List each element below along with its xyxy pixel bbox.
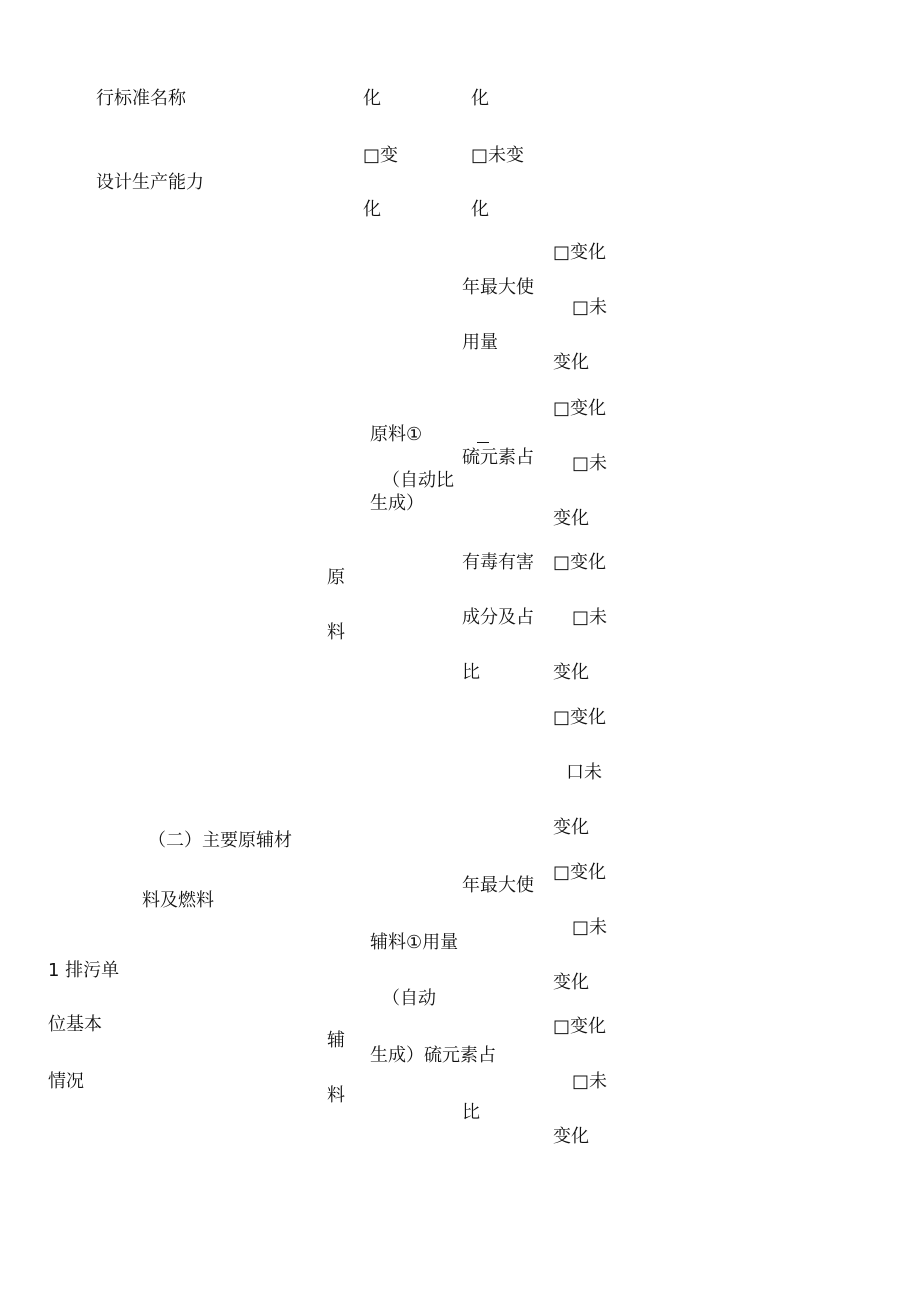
raw-material-name-line1: 原料① <box>370 424 423 445</box>
unit-info-line2: 位基本 <box>48 1014 102 1035</box>
top-status-changed: □变 <box>363 145 399 166</box>
raw-material-name-line3: 生成） <box>370 493 424 514</box>
status-change-word-4: 变化 <box>553 817 589 838</box>
top-status-hua-a2: 化 <box>363 199 381 220</box>
status-unchanged-3: □未 <box>572 607 608 628</box>
top-status-hua-a1: 化 <box>363 88 381 109</box>
status-unchanged-2: □未 <box>572 453 608 474</box>
status-unchanged-5: □未 <box>572 917 608 938</box>
status-changed-4: □变化 <box>553 707 607 728</box>
category-aux-char2: 料 <box>327 1085 345 1106</box>
category-raw-char1: 原 <box>327 567 345 588</box>
raw-material-name-line2: （自动比 <box>382 470 454 491</box>
aux-material-auto-line: （自动 <box>382 988 436 1009</box>
section-title-line2: 料及燃料 <box>142 890 214 911</box>
top-status-unchanged: □未变 <box>471 145 525 166</box>
status-unchanged-4: 口未 <box>566 762 602 783</box>
unit-info-line1: 1 排污单 <box>48 960 120 981</box>
status-change-word-5: 变化 <box>553 972 589 993</box>
raw-toxic-line1: 有毒有害 <box>462 552 534 573</box>
section-title-line1: （二）主要原辅材 <box>148 830 292 851</box>
aux-material-name-usage: 辅料①用量 <box>370 932 459 953</box>
status-change-word-1: 变化 <box>553 352 589 373</box>
aux-material-ratio: 比 <box>462 1102 480 1123</box>
category-raw-char2: 料 <box>327 622 345 643</box>
status-changed-6: □变化 <box>553 1016 607 1037</box>
aux-material-generated-sulfur: 生成）硫元素占 <box>370 1045 496 1066</box>
raw-sulfur-share: 硫元素占 <box>462 447 534 468</box>
status-changed-5: □变化 <box>553 862 607 883</box>
raw-annual-max-usage-line1: 年最大使 <box>462 277 534 298</box>
status-changed-2: □变化 <box>553 398 607 419</box>
status-unchanged-6: □未 <box>572 1071 608 1092</box>
status-change-word-3: 变化 <box>553 662 589 683</box>
status-change-word-2: 变化 <box>553 508 589 529</box>
status-change-word-6: 变化 <box>553 1126 589 1147</box>
status-changed-3: □变化 <box>553 552 607 573</box>
status-unchanged-1: □未 <box>572 297 608 318</box>
raw-toxic-line2: 成分及占 <box>462 607 534 628</box>
aux-annual-max-usage: 年最大使 <box>462 875 534 896</box>
raw-annual-max-usage-line2: 用量 <box>462 332 498 353</box>
industry-standard-name-label: 行标准名称 <box>96 88 186 109</box>
status-changed-1: □变化 <box>553 242 607 263</box>
unit-info-line3: 情况 <box>48 1071 84 1092</box>
top-status-hua-b2: 化 <box>471 199 489 220</box>
design-capacity-label: 设计生产能力 <box>96 172 204 193</box>
top-status-hua-b1: 化 <box>471 88 489 109</box>
category-aux-char1: 辅 <box>327 1030 345 1051</box>
raw-toxic-line3: 比 <box>462 662 480 683</box>
underline-mark <box>477 442 489 443</box>
